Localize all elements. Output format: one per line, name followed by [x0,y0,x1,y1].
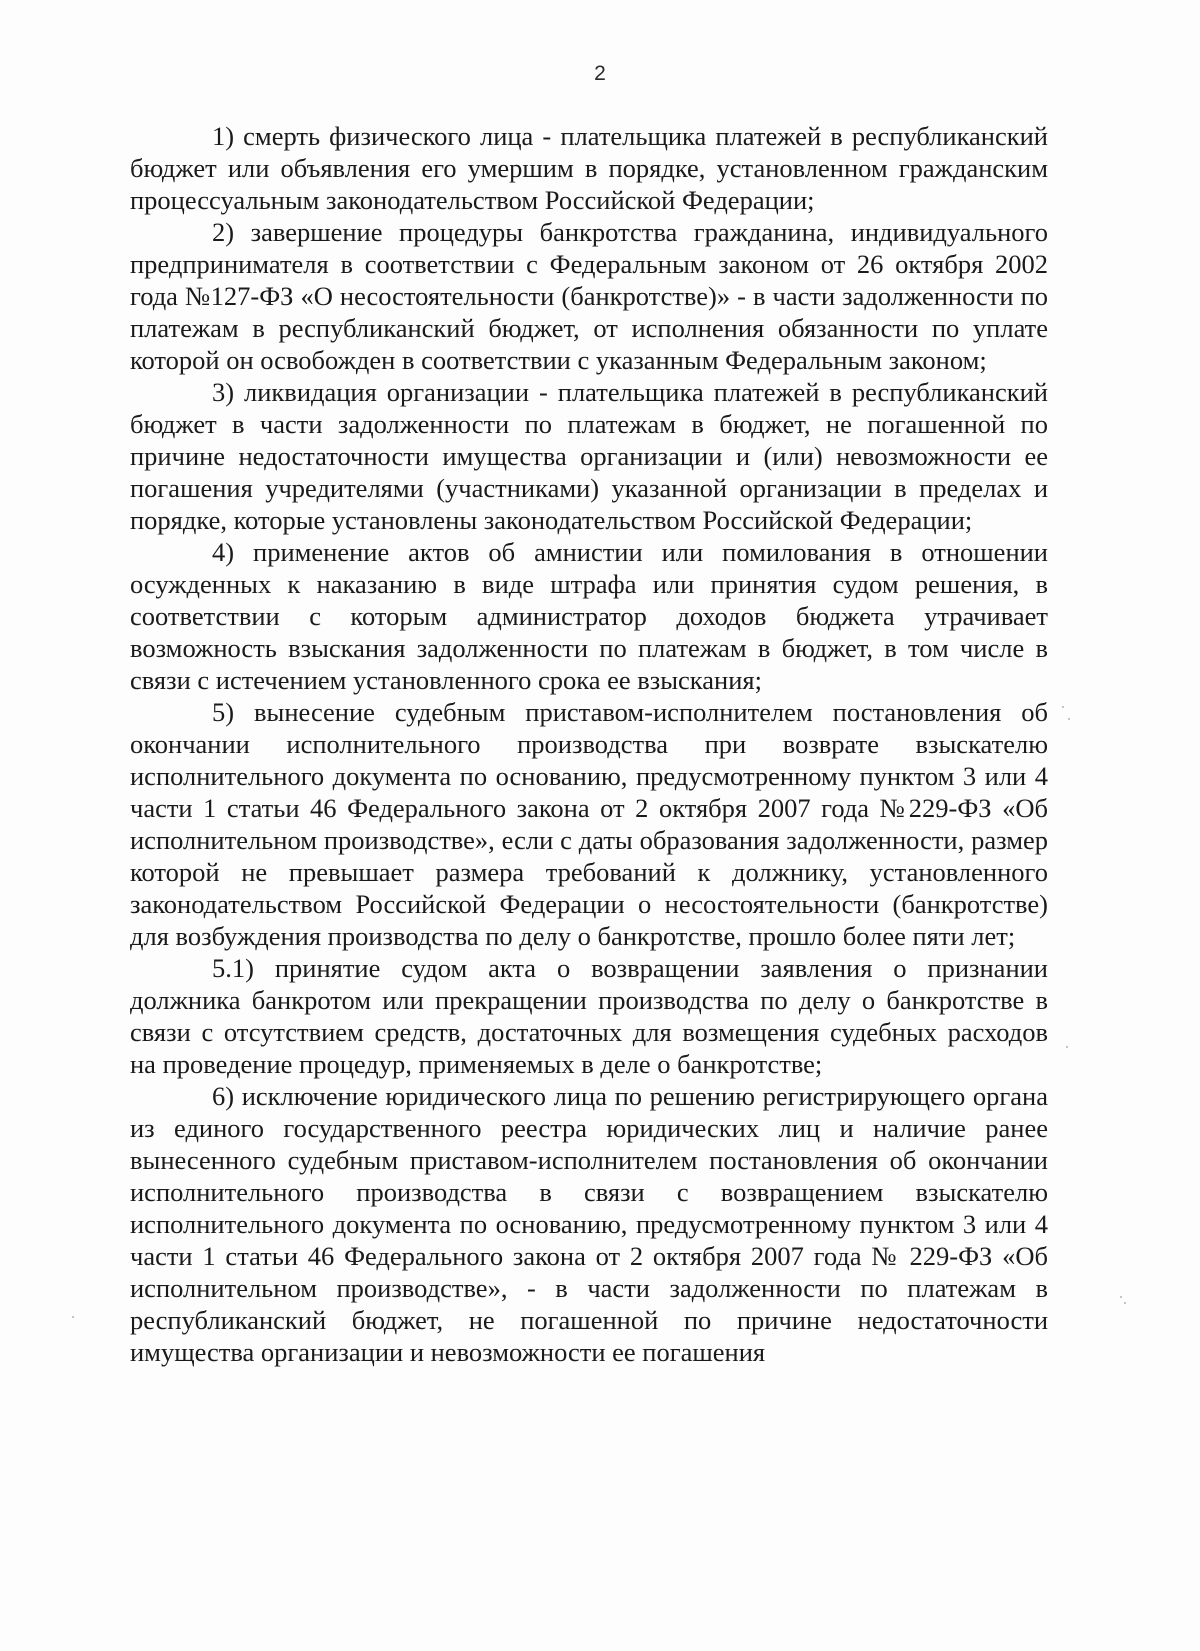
paragraph-item-5-1: 5.1) принятие судом акта о возвращении заявления о признании должника банкротом или прекращении производства по делу о банкротстве в связи с отсутствием средств, достаточных для возмещения судебных расходов на проведение процедур, применяемых в деле о банкротстве; [130,953,1048,1079]
paragraph-item-2: 2) завершение процедуры банкротства гражданина, индивидуального предпринимателя в соответствии с Федеральным законом от 26 октября 2002 года №127-ФЗ «О несостоятельности (банкротстве)» - в части задолженности по платежам в республиканский бюджет, от исполнения обязанности по уплате которой он освобожден в соответствии с указанным Федеральным законом; [130,217,1048,375]
paragraph-item-5: 5) вынесение судебным приставом-исполнителем постановления об окончании исполнительного производства при возврате взыскателю исполнительного документа по основанию, предусмотренному пунктом 3 или 4 части 1 статьи 46 Федерального закона от 2 октября 2007 года №229-ФЗ «Об исполнительном производстве», если с даты образования задолженности, размер которой не превышает размера требований к должнику, установленного законодательством Российской Федерации о несостоятельности (банкротстве) для возбуждения производства по делу о банкротстве, прошло более пяти лет; [130,697,1048,951]
scan-speck [1120,1296,1122,1298]
paragraph-item-3: 3) ликвидация организации - плательщика платежей в республиканский бюджет в части задолженности по платежам в бюджет, не погашенной по причине недостаточности имущества организации и (или) невозможности ее погашения учредителями (участниками) указанной организации в пределах и порядке, которые установлены законодательством Российской Федерации; [130,377,1048,535]
document-body [130,120,1048,1368]
scan-speck [72,1316,74,1318]
scan-speck [1062,706,1064,708]
paragraph-item-1: 1) смерть физического лица - плательщика платежей в республиканский бюджет или объявления его умершим в порядке, установленном гражданским процессуальным законодательством Российской Федерации; [130,121,1048,215]
scan-speck [1124,1302,1126,1304]
paragraph-item-4: 4) применение актов об амнистии или помилования в отношении осужденных к наказанию в виде штрафа или принятия судом решения, в соответствии с которым администратор доходов бюджета утрачивает возможность взыскания задолженности по платежам в бюджет, в том числе в связи с истечением установленного срока ее взыскания; [130,537,1048,695]
scan-speck [1066,1046,1068,1048]
paragraph-item-6: 6) исключение юридического лица по решению регистрирующего органа из единого государственного реестра юридических лиц и наличие ранее вынесенного судебным приставом-исполнителем постановления об окончании исполнительного производства в связи с возвращением взыскателю исполнительного документа по основанию, предусмотренному пунктом 3 или 4 части 1 статьи 46 Федерального закона от 2 октября 2007 года № 229-ФЗ «Об исполнительном производстве», - в части задолженности по платежам в республиканский бюджет, не погашенной по причине недостаточности имущества организации и невозможности ее погашения [130,1081,1048,1367]
scan-speck [1068,718,1070,720]
page-number: 2 [594,62,606,85]
